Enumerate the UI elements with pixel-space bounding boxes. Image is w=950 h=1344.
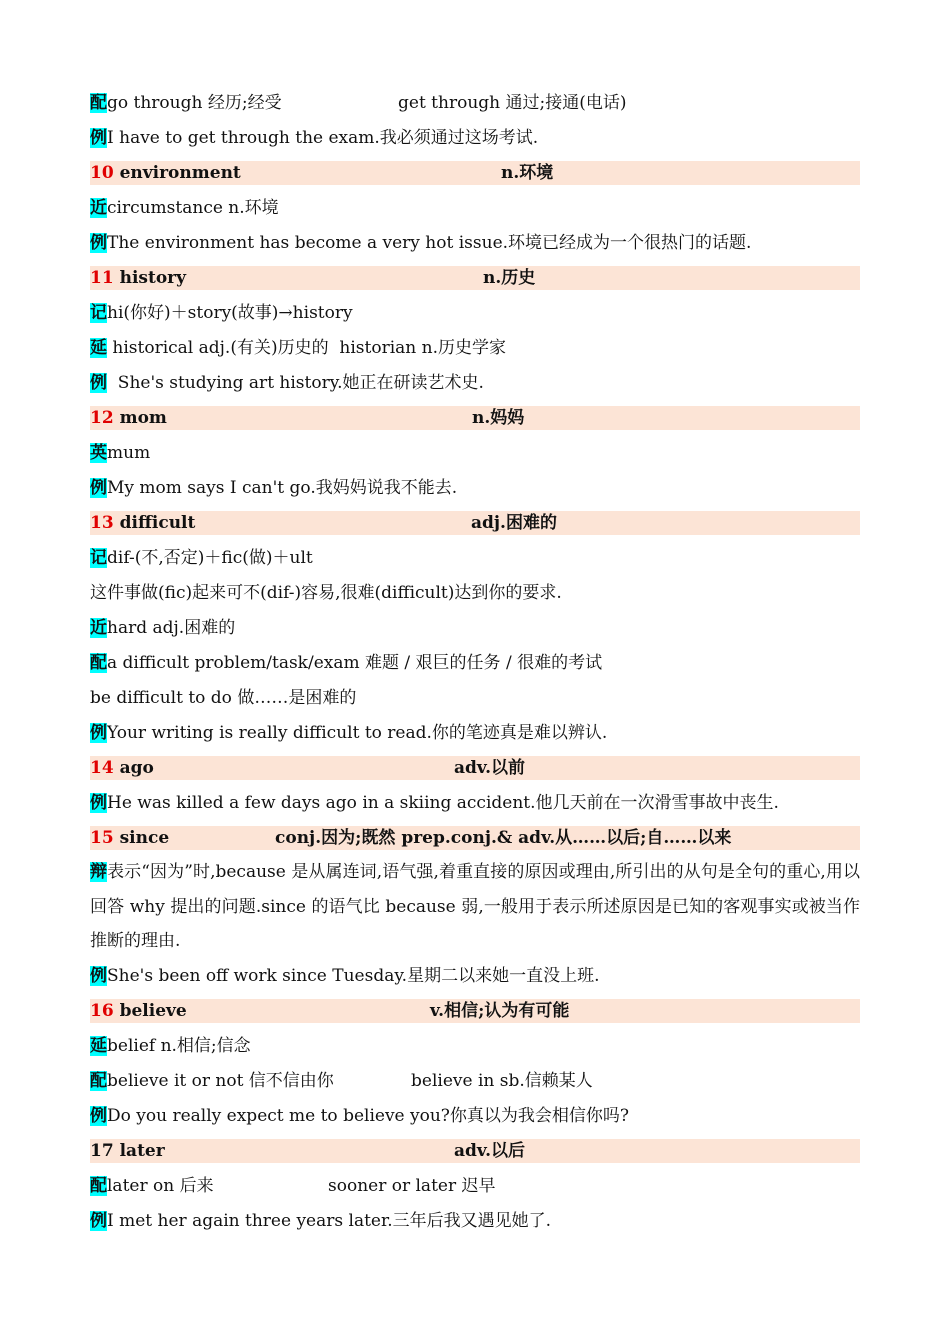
collocation-line	[90, 651, 860, 675]
entry-number: 11	[90, 268, 114, 288]
line-text: The environment has become a very hot issue.环境已经成为一个很热门的话题.	[107, 233, 752, 253]
tag-label: 例	[90, 478, 107, 498]
entry-word: believe	[119, 1001, 187, 1021]
memory-line	[90, 301, 860, 325]
entry-pos: v.相信;认为有可能	[430, 1001, 570, 1021]
entry-header	[90, 826, 860, 850]
line-text: mum	[107, 443, 151, 463]
line-text: historical adj.(有关)历史的 historian n.历史学家	[107, 338, 506, 358]
entry-pos: adv.以后	[454, 1141, 525, 1161]
line-text: She's been off work since Tuesday.星期二以来她一直没上班.	[107, 966, 600, 986]
line-text: hi(你好)＋story(故事)→history	[107, 303, 353, 323]
entry-header	[90, 266, 860, 290]
line-text: belief n.相信;信念	[107, 1036, 251, 1056]
entry-pos: n.妈妈	[472, 408, 525, 428]
collocation-line	[90, 91, 860, 115]
example-line	[90, 126, 860, 150]
entry-header	[90, 161, 860, 185]
entry-word: ago	[119, 758, 154, 778]
tag-label: 配	[90, 93, 107, 113]
tag-label: 例	[90, 793, 107, 813]
entry-pos: n.环境	[501, 163, 554, 183]
tag-label: 近	[90, 618, 107, 638]
example-line	[90, 791, 860, 815]
tag-label: 延	[90, 1036, 107, 1056]
collocation-line	[90, 1174, 860, 1198]
tag-label: 例	[90, 1211, 107, 1231]
memory-line	[90, 546, 860, 570]
entry-word: environment	[119, 163, 241, 183]
tag-label: 记	[90, 548, 107, 568]
line-text: a difficult problem/task/exam 难题 / 艰巨的任务 / 很难的考试	[107, 653, 603, 673]
tag-label: 英	[90, 443, 107, 463]
entry-number: 13	[90, 513, 114, 533]
example-line	[90, 476, 860, 500]
line-text: She's studying art history.她正在研读艺术史.	[107, 373, 484, 393]
tag-label: 配	[90, 1176, 107, 1196]
tag-label: 例	[90, 966, 107, 986]
tag-label: 配	[90, 1071, 107, 1091]
entry-word: mom	[119, 408, 167, 428]
entry-header	[90, 756, 860, 780]
line-text: later on 后来	[107, 1176, 214, 1196]
extension-line	[90, 1034, 860, 1058]
entry-number: 10	[90, 163, 114, 183]
memory-explanation	[90, 581, 860, 605]
line-text: 这件事做(fic)起来可不(dif-)容易,很难(difficult)达到你的要求.	[90, 583, 562, 603]
entry-number: 15	[90, 828, 114, 848]
entry-pos: adj.困难的	[471, 513, 557, 533]
example-line	[90, 231, 860, 255]
entry-header	[90, 999, 860, 1023]
synonym-line	[90, 196, 860, 220]
tag-label: 延	[90, 338, 107, 358]
line-text: hard adj.困难的	[107, 618, 236, 638]
line-text-second: sooner or later 迟早	[328, 1176, 496, 1196]
example-line	[90, 721, 860, 745]
entry-header	[90, 406, 860, 430]
line-text: go through 经历;经受	[107, 93, 282, 113]
tag-label: 配	[90, 653, 107, 673]
example-line	[90, 371, 860, 395]
entry-word: difficult	[119, 513, 196, 533]
distinction-paragraph	[90, 855, 860, 959]
entry-pos: adv.以前	[454, 758, 525, 778]
tag-label: 辩	[90, 862, 108, 882]
line-text: be difficult to do 做……是困难的	[90, 688, 357, 708]
line-text: I have to get through the exam.我必须通过这场考试.	[107, 128, 539, 148]
tag-label: 例	[90, 128, 107, 148]
entry-header	[90, 511, 860, 535]
tag-label: 例	[90, 1106, 107, 1126]
entry-number: 14	[90, 758, 114, 778]
entry-number: 12	[90, 408, 114, 428]
paragraph-text: 表示“因为”时,because 是从属连词,语气强,着重直接的原因或理由,所引出的从句是全句的重心,用以回答 why 提出的问题.since 的语气比 because 弱,一般用于表示所述原因是已知的客观事实或被当作推断的理由.	[90, 862, 861, 951]
line-text: Your writing is really difficult to read.你的笔迹真是难以辨认.	[107, 723, 608, 743]
line-text: He was killed a few days ago in a skiing accident.他几天前在一次滑雪事故中丧生.	[107, 793, 779, 813]
line-text: dif-(不,否定)＋fic(做)＋ult	[107, 548, 313, 568]
line-text: Do you really expect me to believe you?你真以为我会相信你吗?	[107, 1106, 630, 1126]
synonym-line	[90, 616, 860, 640]
entry-pos: conj.因为;既然 prep.conj.& adv.从……以后;自……以来	[275, 828, 732, 848]
entry-number: 17	[90, 1141, 114, 1161]
collocation-line-cont	[90, 686, 860, 710]
tag-label: 例	[90, 723, 107, 743]
tag-label: 例	[90, 373, 107, 393]
line-text: My mom says I can't go.我妈妈说我不能去.	[107, 478, 458, 498]
entry-word: later	[119, 1141, 165, 1161]
entry-number: 16	[90, 1001, 114, 1021]
line-text-second: believe in sb.信赖某人	[411, 1071, 593, 1091]
british-line	[90, 441, 860, 465]
collocation-line	[90, 1069, 860, 1093]
example-line	[90, 964, 860, 988]
extension-line	[90, 336, 860, 360]
entry-word: since	[119, 828, 170, 848]
tag-label: 近	[90, 198, 107, 218]
line-text-second: get through 通过;接通(电话)	[398, 93, 627, 113]
example-line	[90, 1209, 860, 1233]
line-text: circumstance n.环境	[107, 198, 279, 218]
line-text: believe it or not 信不信由你	[107, 1071, 334, 1091]
entry-pos: n.历史	[483, 268, 536, 288]
tag-label: 记	[90, 303, 107, 323]
tag-label: 例	[90, 233, 107, 253]
entry-header	[90, 1139, 860, 1163]
example-line	[90, 1104, 860, 1128]
line-text: I met her again three years later.三年后我又遇见她了.	[107, 1211, 552, 1231]
entry-word: history	[119, 268, 187, 288]
